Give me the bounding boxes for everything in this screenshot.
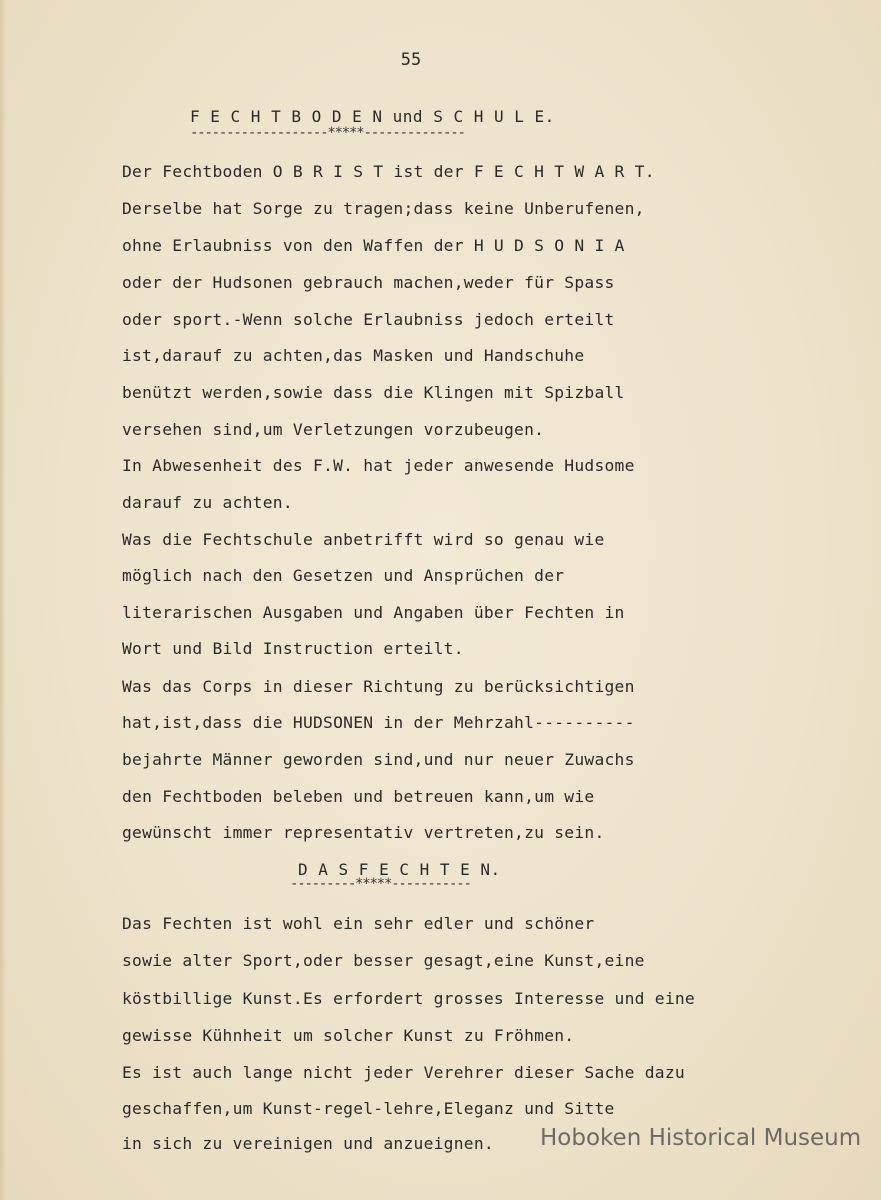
text-line: In Abwesenheit des F.W. hat jeder anwesende Hudsome [122, 456, 635, 475]
section-heading-das-fechten: D A S F E C H T E N. [298, 860, 501, 879]
text-line: Der Fechtboden O B R I S T ist der F E C H T W A R T. [122, 162, 655, 181]
text-line: gewünscht immer representativ vertreten,zu sein. [122, 823, 605, 842]
heading-underline-1: -------------------*****-------------- [190, 125, 465, 141]
text-line: oder sport.-Wenn solche Erlaubniss jedoch erteilt [122, 310, 615, 329]
text-line: Derselbe hat Sorge zu tragen;dass keine Unberufenen, [122, 199, 645, 218]
text-line: sowie alter Sport,oder besser gesagt,eine Kunst,eine [122, 951, 645, 970]
text-line: ohne Erlaubniss von den Waffen der H U D S O N I A [122, 236, 625, 255]
text-line: oder der Hudsonen gebrauch machen,weder für Spass [122, 273, 615, 292]
text-line: versehen sind,um Verletzungen vorzubeugen. [122, 420, 545, 439]
text-line: möglich nach den Gesetzen und Ansprüchen der [122, 566, 565, 585]
heading-underline-2: ---------*****----------- [290, 876, 471, 892]
text-line: köstbillige Kunst.Es erfordert grosses Interesse und eine [122, 989, 695, 1008]
page-edge-shadow [0, 0, 6, 1200]
text-line: Es ist auch lange nicht jeder Verehrer dieser Sache dazu [122, 1063, 685, 1082]
text-line: in sich zu vereinigen und anzueignen. [122, 1134, 494, 1153]
page-number: 55 [400, 50, 422, 70]
text-line: bejahrte Männer geworden sind,und nur neuer Zuwachs [122, 750, 635, 769]
text-line: Wort und Bild Instruction erteilt. [122, 639, 464, 658]
text-line: darauf zu achten. [122, 493, 293, 512]
text-line: gewisse Kühnheit um solcher Kunst zu Fröhmen. [122, 1026, 575, 1045]
text-line: Was die Fechtschule anbetrifft wird so genau wie [122, 530, 605, 549]
text-line: geschaffen,um Kunst-regel-lehre,Eleganz und Sitte [122, 1099, 615, 1118]
text-line: Was das Corps in dieser Richtung zu berücksichtigen [122, 677, 635, 696]
museum-watermark: Hoboken Historical Museum [540, 1125, 862, 1151]
text-line: literarischen Ausgaben und Angaben über Fechten in [122, 603, 625, 622]
text-line: Das Fechten ist wohl ein sehr edler und schöner [122, 914, 595, 933]
text-line: ist,darauf zu achten,das Masken und Handschuhe [122, 346, 585, 365]
text-line: benützt werden,sowie dass die Klingen mit Spizball [122, 383, 625, 402]
section-heading-fechtboden: F E C H T B O D E N und S C H U L E. [190, 107, 555, 126]
text-line: hat,ist,dass die HUDSONEN in der Mehrzahl---------- [122, 713, 635, 732]
text-line: den Fechtboden beleben und betreuen kann,um wie [122, 787, 595, 806]
